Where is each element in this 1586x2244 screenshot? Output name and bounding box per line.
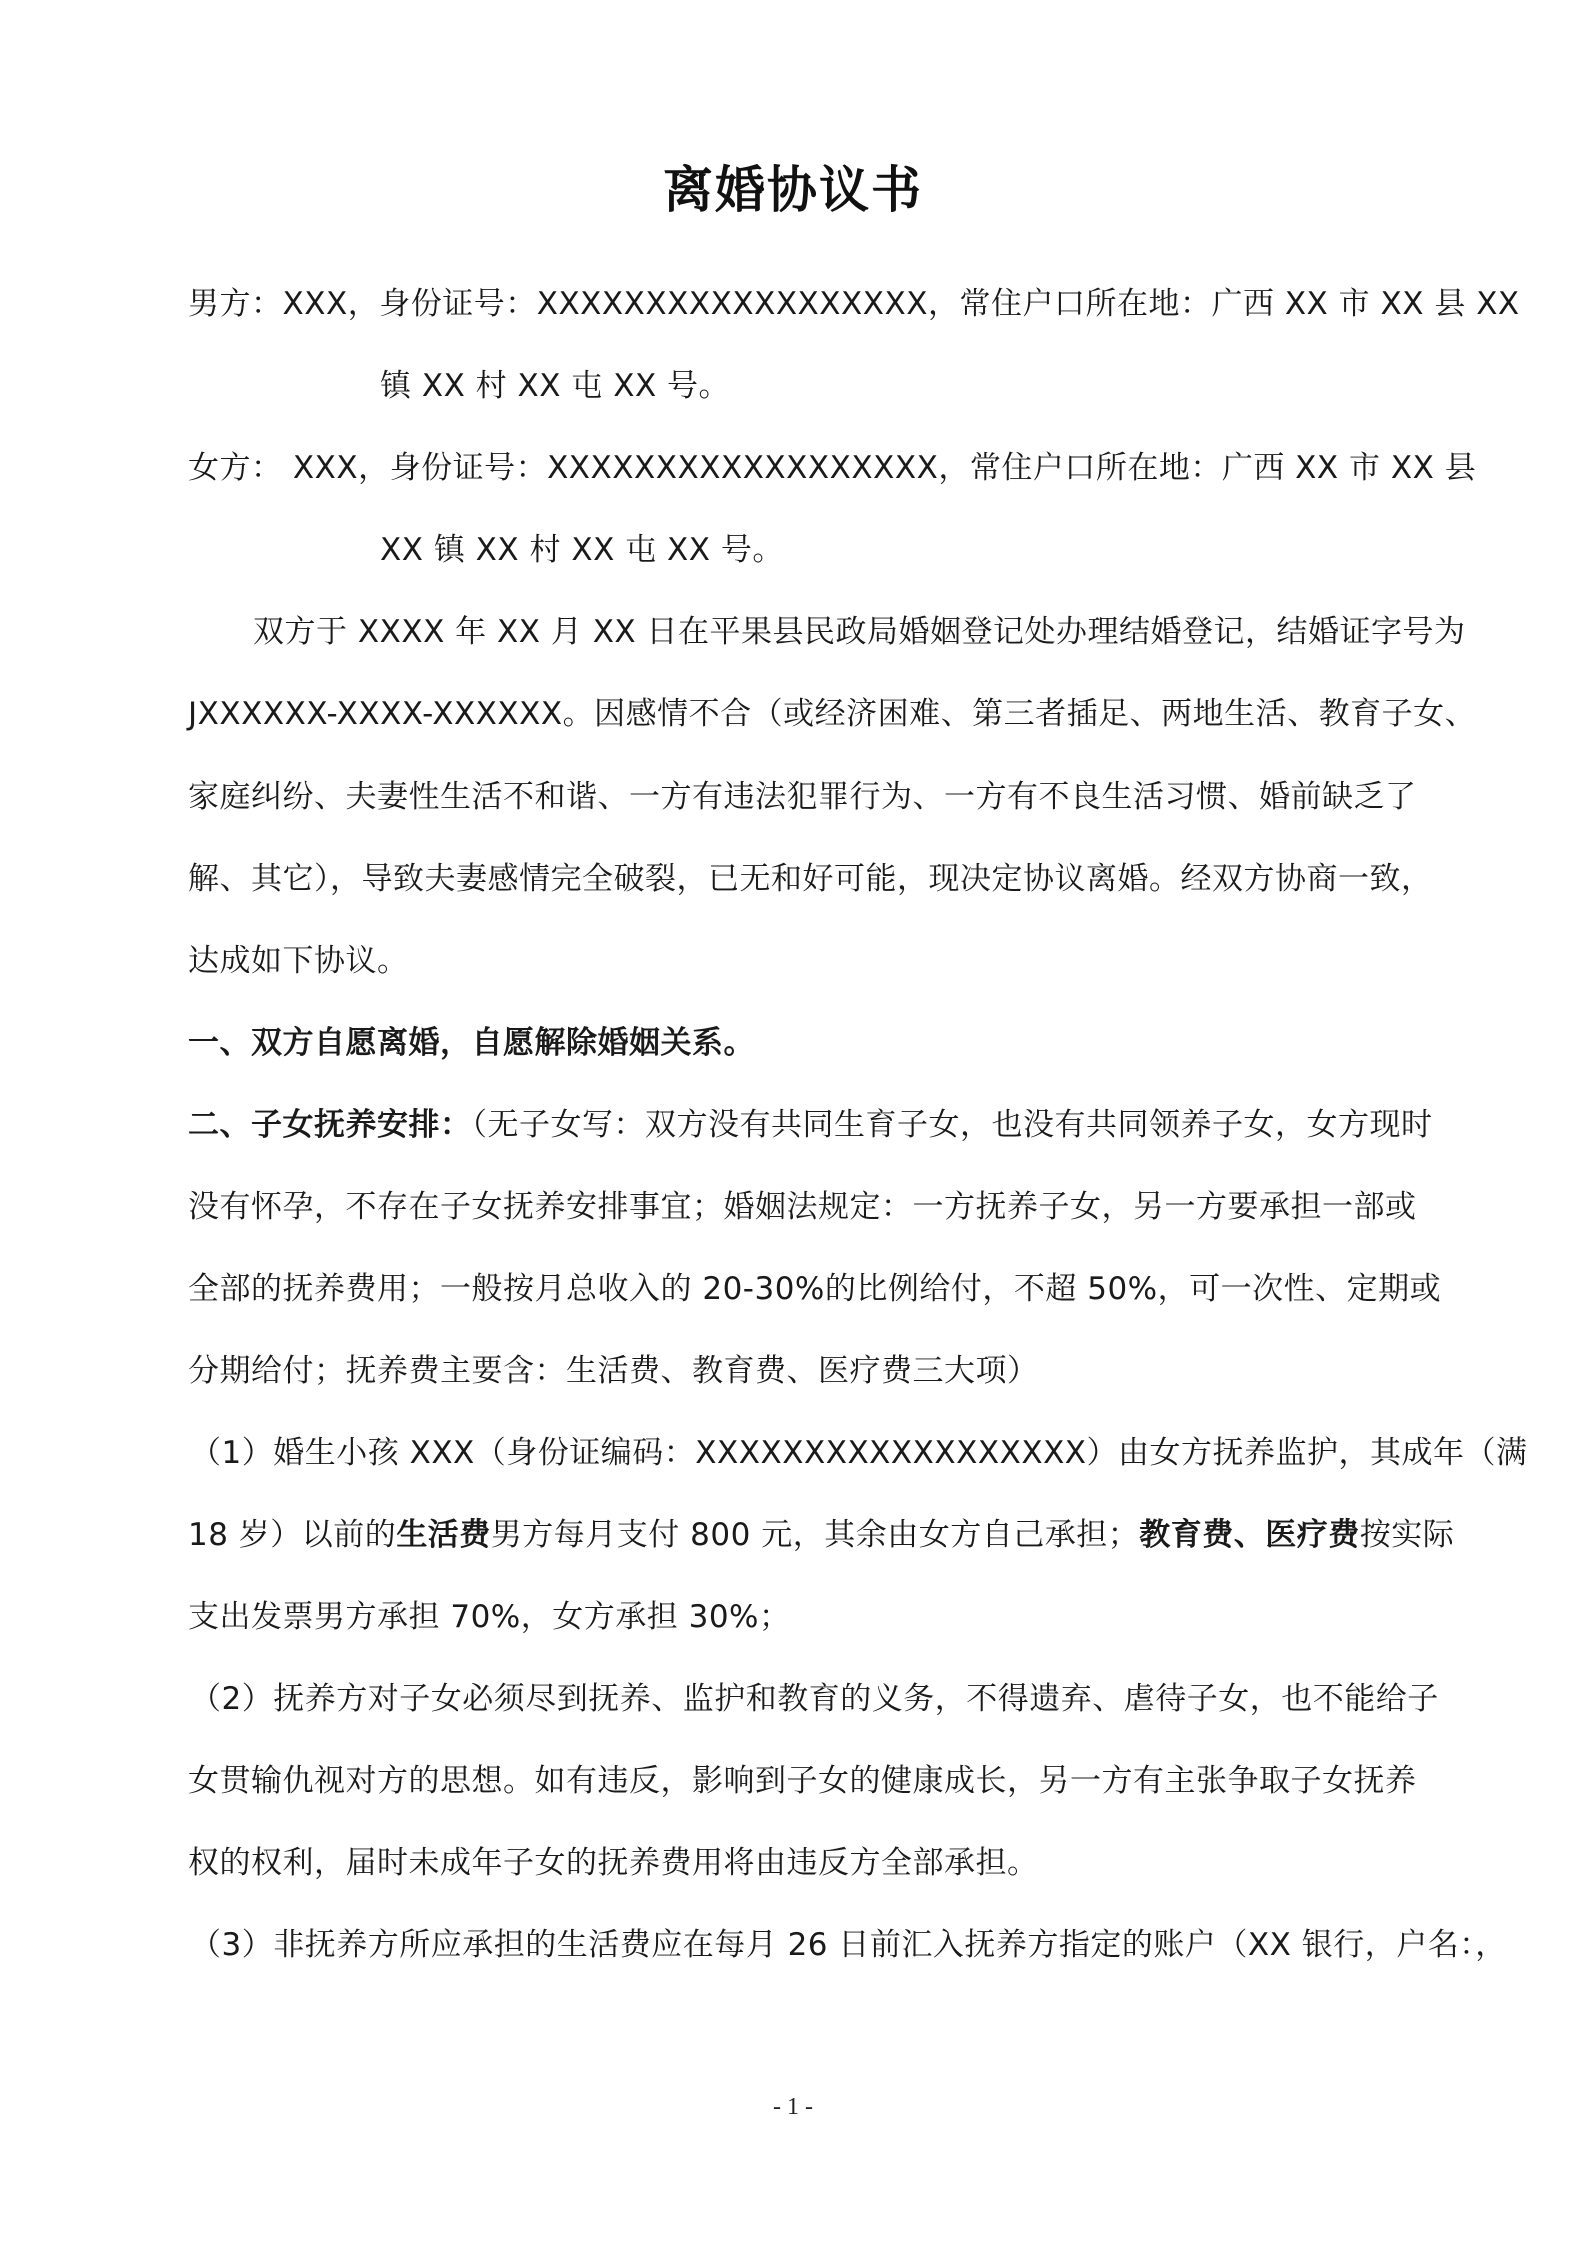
item-3-line-1: （3）非抚养方所应承担的生活费应在每月 26 日前汇入抚养方指定的账户（XX 银行，户名：， <box>190 1927 1507 1963</box>
item-1-line-2-part-a: 18 岁）以前的 <box>188 1517 397 1553</box>
section-2-line-1-text: （无子女写：双方没有共同生育子女，也没有共同领养子女，女方现时 <box>471 1107 1433 1143</box>
section-1-heading: 一、双方自愿离婚，自愿解除婚姻关系。 <box>188 1025 755 1061</box>
male-party-line-2: 镇 XX 村 XX 屯 XX 号。 <box>380 368 731 404</box>
section-2-line-1 <box>188 1103 1448 1147</box>
living-expense-term: 生活费 <box>396 1517 491 1553</box>
section-2-line-4: 分期给付；抚养费主要含：生活费、教育费、医疗费三大项） <box>188 1353 1039 1389</box>
intro-line-4: 解、其它），导致夫妻感情完全破裂，已无和好可能，现决定协议离婚。经双方协商一致， <box>188 861 1433 897</box>
education-medical-term: 教育费、医疗费 <box>1139 1517 1360 1553</box>
item-1-line-2 <box>188 1513 1455 1557</box>
section-2-line-2: 没有怀孕，不存在子女抚养安排事宜；婚姻法规定：一方抚养子女，另一方要承担一部或 <box>188 1189 1417 1225</box>
section-2-heading: 二、子女抚养安排： <box>188 1107 472 1143</box>
female-party-line-1: 女方： XXX，身份证号：XXXXXXXXXXXXXXXXXX，常住户口所在地：广西 XX 市 XX 县 <box>188 450 1477 486</box>
document-title: 离婚协议书 <box>663 161 923 219</box>
intro-line-3: 家庭纠纷、夫妻性生活不和谐、一方有违法犯罪行为、一方有不良生活习惯、婚前缺乏了 <box>188 779 1417 815</box>
intro-line-1: 双方于 XXXX 年 XX 月 XX 日在平果县民政局婚姻登记处办理结婚登记，结婚证字号为 <box>253 614 1466 650</box>
item-2-line-2: 女贯输仇视对方的思想。如有违反，影响到子女的健康成长，另一方有主张争取子女抚养 <box>188 1763 1417 1799</box>
item-1-line-1: （1）婚生小孩 XXX（身份证编码：XXXXXXXXXXXXXXXXXX）由女方抚养监护，其成年（满 <box>190 1435 1528 1471</box>
female-party-line-2: XX 镇 XX 村 XX 屯 XX 号。 <box>380 532 784 568</box>
item-2-line-3: 权的权利，届时未成年子女的抚养费用将由违反方全部承担。 <box>188 1845 1039 1881</box>
item-1-line-2-part-c: 男方每月支付 800 元，其余由女方自己承担； <box>490 1517 1140 1553</box>
item-1-line-2-part-e: 按实际 <box>1359 1517 1455 1553</box>
intro-line-2: JXXXXXX-XXXX-XXXXXX。因感情不合（或经济困难、第三者插足、两地生活、教育子女、 <box>188 696 1477 732</box>
page-number: - 1 - <box>773 2094 813 2120</box>
section-2-line-3: 全部的抚养费用；一般按月总收入的 20-30%的比例给付，不超 50%，可一次性、定期或 <box>188 1271 1442 1307</box>
male-party-line-1: 男方：XXX，身份证号：XXXXXXXXXXXXXXXXXX，常住户口所在地：广西 XX 市 XX 县 XX <box>188 286 1520 322</box>
item-2-line-1: （2）抚养方对子女必须尽到抚养、监护和教育的义务，不得遗弃、虐待子女，也不能给子 <box>190 1681 1439 1717</box>
intro-line-5: 达成如下协议。 <box>188 943 409 979</box>
item-1-line-3: 支出发票男方承担 70%，女方承担 30%； <box>188 1599 791 1635</box>
